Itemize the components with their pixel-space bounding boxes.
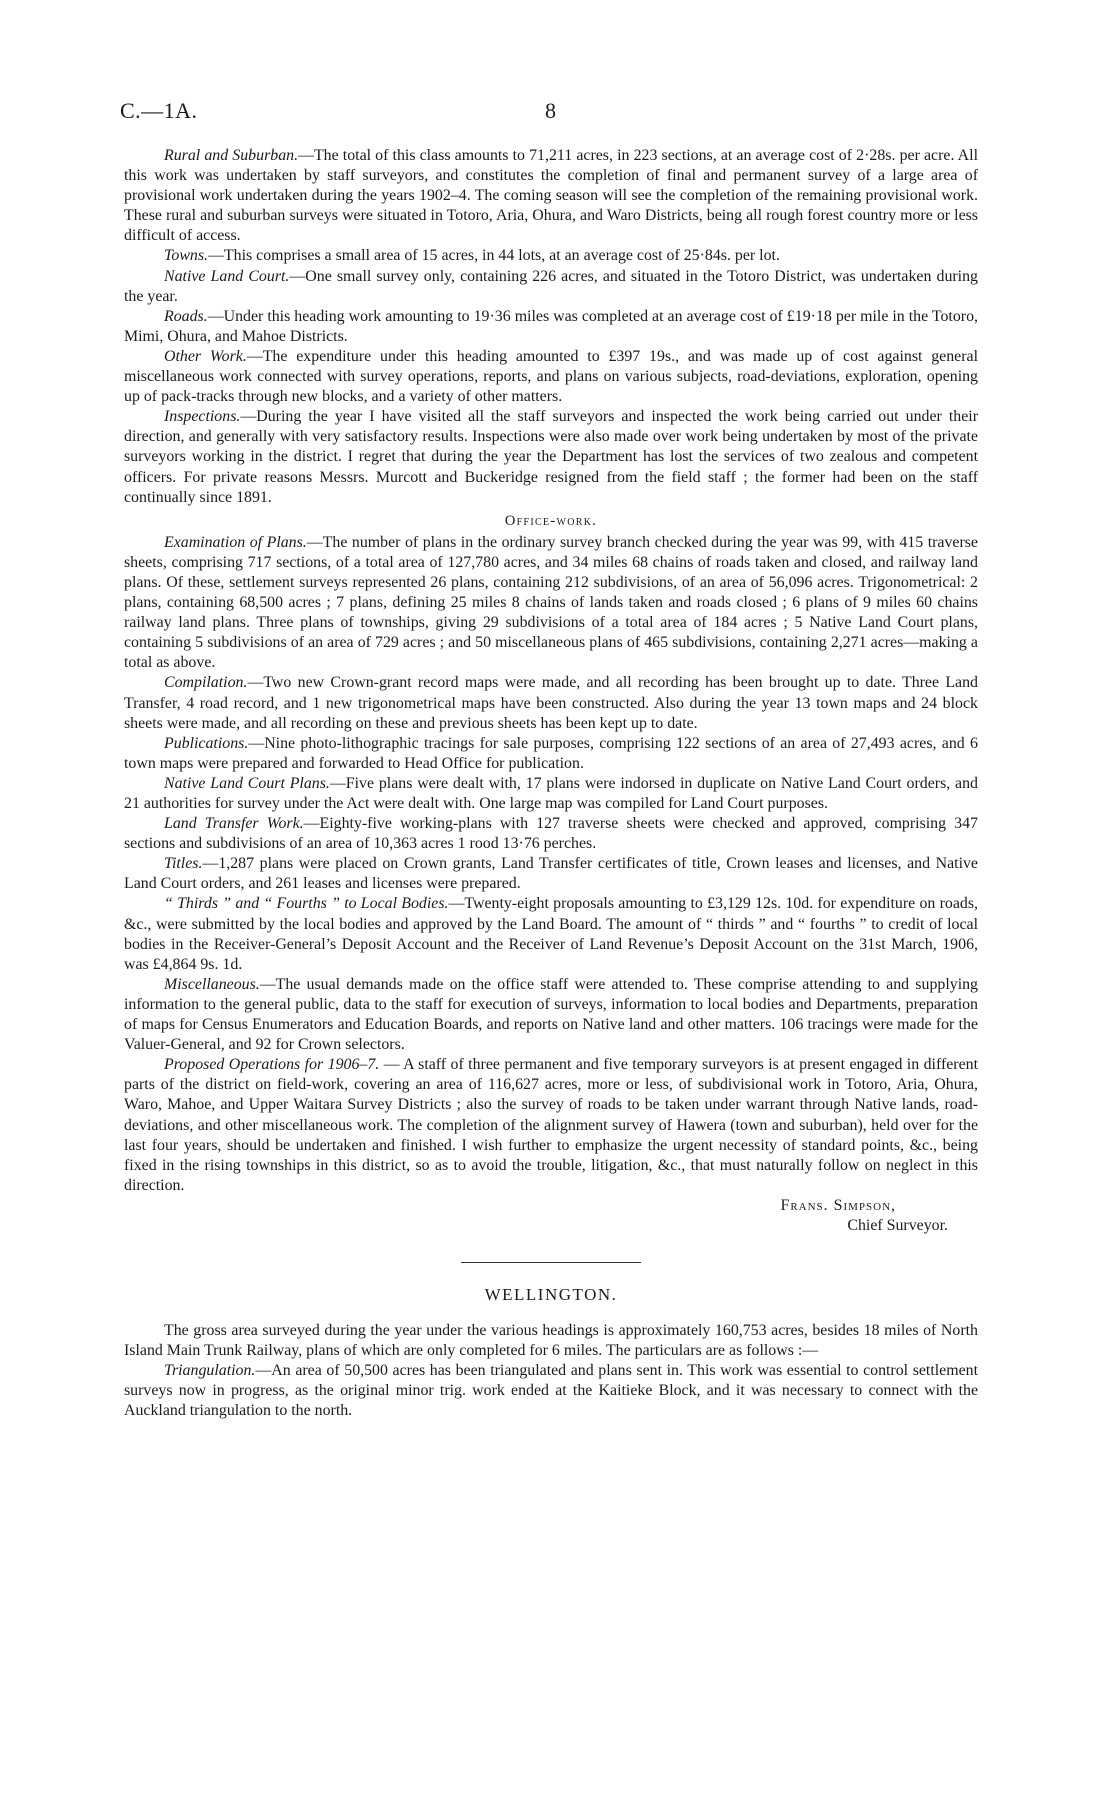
paragraph-text: — A staff of three permanent and five temporary surveyors is at present engaged in different parts of the district on field-work, covering an area of 116,627 acres, more or less, of subdivisional work in Totoro, Aria, Ohura, Waro, Mahoe, and Upper Waitara Survey Districts ; also the survey of roads to be taken under warrant through Native lands, road-deviations, and other miscellaneous work. The completion of the alignment survey of Hawera (town and suburban), held over for the last four years, should be undertaken and finished. I wish further to emphasize the urgent necessity of standard points, &c., being fixed in the rising townships in this district, so as to avoid the trouble, litigation, &c., that must naturally follow on neglect in this direction. [124,1056,978,1194]
paragraph-text: —1,287 plans were placed on Crown grants, Land Transfer certificates of title, Crown leases and licenses, and Native Land Court orders, and 261 leases and licenses were prepared. [124,855,978,893]
paragraph-lead: Triangulation. [164,1362,256,1380]
paragraph [124,1055,978,1196]
paragraph-lead: Roads. [164,307,208,325]
section-divider [461,1262,641,1263]
paragraph-text: —Two new Crown-grant record maps were made, and all recording has been brought up to date. Three Land Transfer, 4 road record, and 1 new trigonometrical maps have been constructed. Also during the year 13 town maps and 24 block sheets were made, and all recording on these and previous sheets has been kept up to date. [124,674,978,732]
wellington-heading: WELLINGTON. [484,1284,618,1304]
paragraph-text: —One small survey only, containing 226 acres, and situated in the Totoro District, was undertaken during the year. [124,267,978,305]
paragraph-text: —Under this heading work amounting to 19·36 miles was completed at an average cost of £19·18 per mile in the Totoro, Mimi, Ohura, and Mahoe Districts. [124,307,978,345]
paragraph-lead: Other Work. [164,347,247,365]
paragraph-text: —Five plans were dealt with, 17 plans were indorsed in duplicate on Native Land Court orders, and 21 authorities for survey under the Act were dealt with. One large map was compiled for Land Court purposes. [124,774,978,812]
paragraph-lead: Compilation. [164,674,248,692]
paragraph-lead: Publications. [164,734,249,752]
paragraph-text: —An area of 50,500 acres has been triangulated and plans sent in. This work was essential to control settlement surveys now in progress, as the original minor trig. work ended at the Kaitieke Block, and it was necessary to connect with the Auckland triangulation to the north. [124,1362,978,1420]
paragraph-lead: Miscellaneous. [164,975,260,993]
paragraph-lead: Land Transfer Work. [164,815,304,833]
paragraph [124,734,978,774]
triangulation-paragraph [124,1361,978,1421]
page-number: 8 [545,98,556,123]
paragraph-text: —This comprises a small area of 15 acres, in 44 lots, at an average cost of 25·84s. per lot. [208,247,780,265]
paragraph-text: —Nine photo-lithographic tracings for sale purposes, comprising 122 sections of an area of 27,493 acres, and 6 town maps were prepared and forwarded to Head Office for publication. [124,734,978,772]
office-work-heading: Office-work. [504,512,598,529]
paragraph-lead: Rural and Suburban. [164,147,299,164]
report-body [124,146,978,1421]
paragraph [124,146,978,246]
paragraph [124,673,978,733]
paragraph [124,267,978,307]
paragraph [124,307,978,347]
paragraph [124,774,978,814]
paragraph [124,975,978,1055]
wellington-intro: The gross area surveyed during the year under the various headings is approximately 160,753 acres, besides 18 miles of North Island Main Trunk Railway, plans of which are only completed for 6 miles. The particulars are as follows :— [124,1321,978,1360]
document-reference: C.—1A. [120,98,198,123]
paragraph-text: —The total of this class amounts to 71,211 acres, in 223 sections, at an average cost of 2·28s. per acre. All this work was undertaken by staff surveyors, and constitutes the completion of final and permanent survey of a large area of provisional work undertaken during the years 1902–4. The coming season will see the completion of the remaining provisional work. These rural and suburban surveys were situated in Totoro, Aria, Ohura, and Waro Districts, being all rough forest country more or less difficult of access. [124,147,978,245]
paragraph-lead: Native Land Court Plans. [164,774,330,792]
paragraph-text: —The usual demands made on the office staff were attended to. These comprise attending to and supplying information to the general public, data to the staff for execution of surveys, information to local bodies and Departments, preparation of maps for Census Enumerators and Education Boards, and reports on Native land and other matters. 106 tracings were made for the Valuer-General, and 92 for Crown selectors. [124,975,978,1054]
office-work-section [124,533,978,1196]
paragraph-text: —During the year I have visited all the staff surveyors and inspected the work being carried out under their direction, and generally with very satisfactory results. Inspections were also made over work being undertaken by most of the private surveyors working in the district. I regret that during the year the Department has lost the services of two zealous and competent officers. For private reasons Messrs. Murcott and Buckeridge resigned from the field staff ; the former had been on the staff continually since 1891. [124,408,978,506]
field-work-section [124,146,978,508]
paragraph-text: —Twenty-eight proposals amounting to £3,129 12s. 10d. for expenditure on roads, &c., were submitted by the local bodies and approved by the Land Board. The amount of “ thirds ” and “ fourths ” to credit of local bodies in the Receiver-General’s Deposit Account and the Receiver of Land Revenue’s Deposit Account on the 31st March, 1906, was £4,864 9s. 1d. [124,895,978,973]
paragraph-lead: Towns. [164,247,209,265]
paragraph [124,894,978,974]
paragraph-text: —Eighty-five working-plans with 127 traverse sheets were checked and approved, comprising 347 sections and subdivisions of an area of 10,363 acres 1 rood 13·76 perches. [124,815,978,853]
paragraph-lead: Native Land Court. [164,267,290,285]
signatory-name: Frans. Simpson, [780,1196,896,1214]
paragraph-lead: Titles. [164,855,203,873]
paragraph-lead: “ Thirds ” and “ Fourths ” to Local Bodies. [164,895,449,913]
paragraph [124,407,978,507]
paragraph-text: —The expenditure under this heading amounted to £397 19s., and was made up of cost against general miscellaneous work connected with survey operations, reports, and plans on various subjects, road-deviations, exploration, opening up of pack-tracks through new blocks, and a variety of other matters. [124,347,978,406]
paragraph-lead: Inspections. [164,408,241,426]
page-header [120,98,990,126]
paragraph [124,246,978,266]
paragraph [124,347,978,407]
paragraph [124,533,978,674]
signature-block [124,1196,978,1236]
paragraph-text: —The number of plans in the ordinary survey branch checked during the year was 99, with 415 traverse sheets, comprising 717 sections, of a total area of 127,780 acres, and 34 miles 68 chains of roads taken and closed, and railway land plans. Of these, settlement surveys represented 26 plans, containing 212 subdivisions, of an area of 56,096 acres. Trigonometrical: 2 plans, containing 68,500 acres ; 7 plans, defining 25 miles 8 chains of lands taken and roads closed ; 6 plans of 9 miles 60 chains railway land plans. Three plans of townships, giving 29 subdivisions of a total area of 184 acres ; 5 Native Land Court plans, containing 5 subdivisions of an area of 729 acres ; and 50 miscellaneous plans of 465 subdivisions, containing 2,271 acres—making a total as above. [124,533,978,672]
paragraph [124,854,978,894]
paragraph [124,814,978,854]
signatory-title: Chief Surveyor. [847,1216,948,1234]
paragraph-lead: Proposed Operations for 1906–7. [164,1056,380,1074]
paragraph-lead: Examination of Plans. [164,533,307,551]
